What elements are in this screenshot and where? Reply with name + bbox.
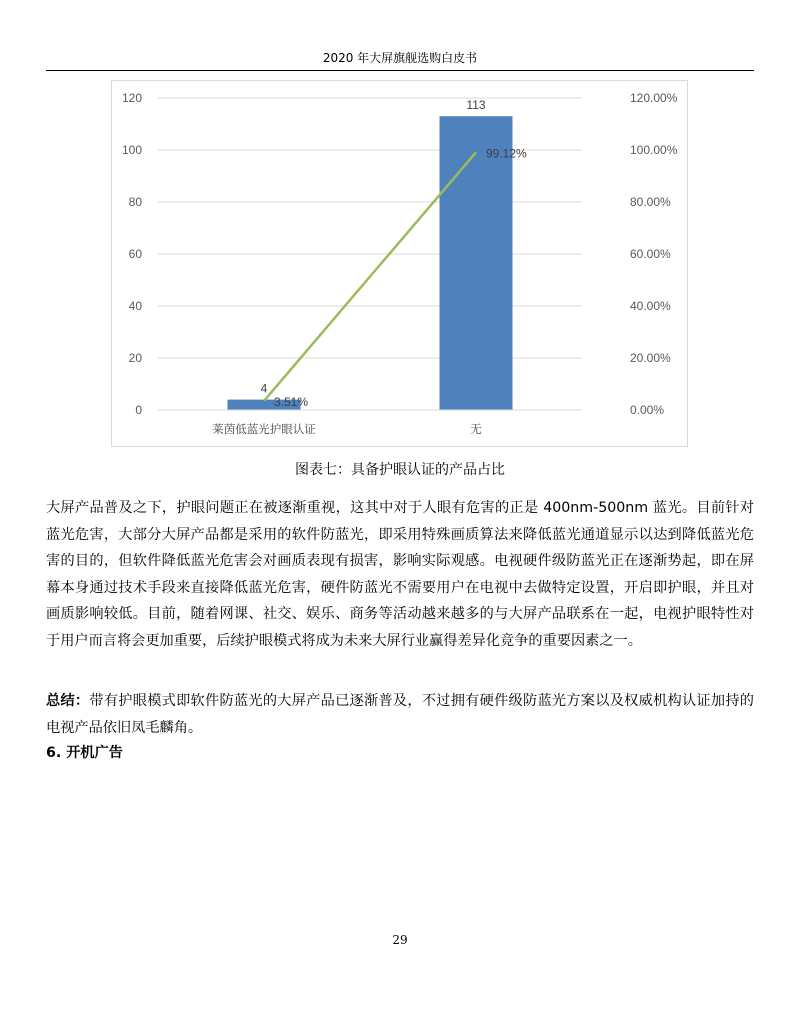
section-heading: 6. 开机广告 <box>46 745 123 761</box>
y-left-tick-label: 0 <box>135 403 142 417</box>
bar-data-label: 113 <box>466 98 486 113</box>
y-left-tick-label: 120 <box>121 91 142 105</box>
figure-caption: 图表七：具备护眼认证的产品占比 <box>295 462 505 478</box>
body-paragraph: 大屏产品普及之下，护眼问题正在被逐渐重视，这其中对于人眼有危害的正是 400nm-500nm 蓝光。目前针对蓝光危害，大部分大屏产品都是采用的软件防蓝光，即采用特殊画质算法来降低蓝光通道显示以达到降低蓝光危害的目的，但软件降低蓝光危害会对画质表现有损害，影响实际观感。电视硬件级防蓝光正在逐渐势起，即在屏幕本身通过技术手段来直接降低蓝光危害，硬件防蓝光不需要用户在电视中去做特定设置，开启即护眼，并且对画质影响较低。目前，随着网课、社交、娱乐、商务等活动越来越多的与大屏产品联系在一起，电视护眼特性对于用户而言将会更加重要，后续护眼模式将成为未来大屏行业赢得差异化竞争的重要因素之一。 <box>46 500 754 649</box>
line-data-label: 99.12% <box>486 146 527 161</box>
summary-text: 带有护眼模式即软件防蓝光的大屏产品已逐渐普及，不过拥有硬件级防蓝光方案以及权威机构认证加持的电视产品依旧凤毛麟角。 <box>46 693 754 736</box>
y-right-tick-label: 60.00% <box>630 247 671 261</box>
x-category-label: 莱茵低蓝光护眼认证 <box>212 422 316 436</box>
y-right-tick-label: 80.00% <box>630 195 671 209</box>
page-number: 29 <box>392 933 408 947</box>
y-left-tick-label: 100 <box>121 143 142 157</box>
y-right-tick-label: 20.00% <box>630 351 671 365</box>
y-right-tick-label: 120.00% <box>630 91 678 105</box>
y-left-tick-label: 60 <box>128 247 142 261</box>
page-header: 2020 年大屏旗舰选购白皮书 <box>46 50 754 71</box>
certification-chart <box>111 80 688 447</box>
chart-svg <box>112 81 689 448</box>
summary-paragraph <box>46 688 754 741</box>
line-data-label: 3.51% <box>274 394 309 409</box>
y-left-tick-label: 20 <box>128 351 142 365</box>
y-right-tick-label: 0.00% <box>630 403 665 417</box>
bar-data-label: 4 <box>260 381 268 396</box>
x-category-label: 无 <box>470 422 482 436</box>
y-right-tick-label: 40.00% <box>630 299 671 313</box>
y-left-tick-label: 40 <box>128 299 142 313</box>
y-right-tick-label: 100.00% <box>630 143 678 157</box>
summary-label: 总结： <box>46 693 90 709</box>
y-left-tick-label: 80 <box>128 195 142 209</box>
